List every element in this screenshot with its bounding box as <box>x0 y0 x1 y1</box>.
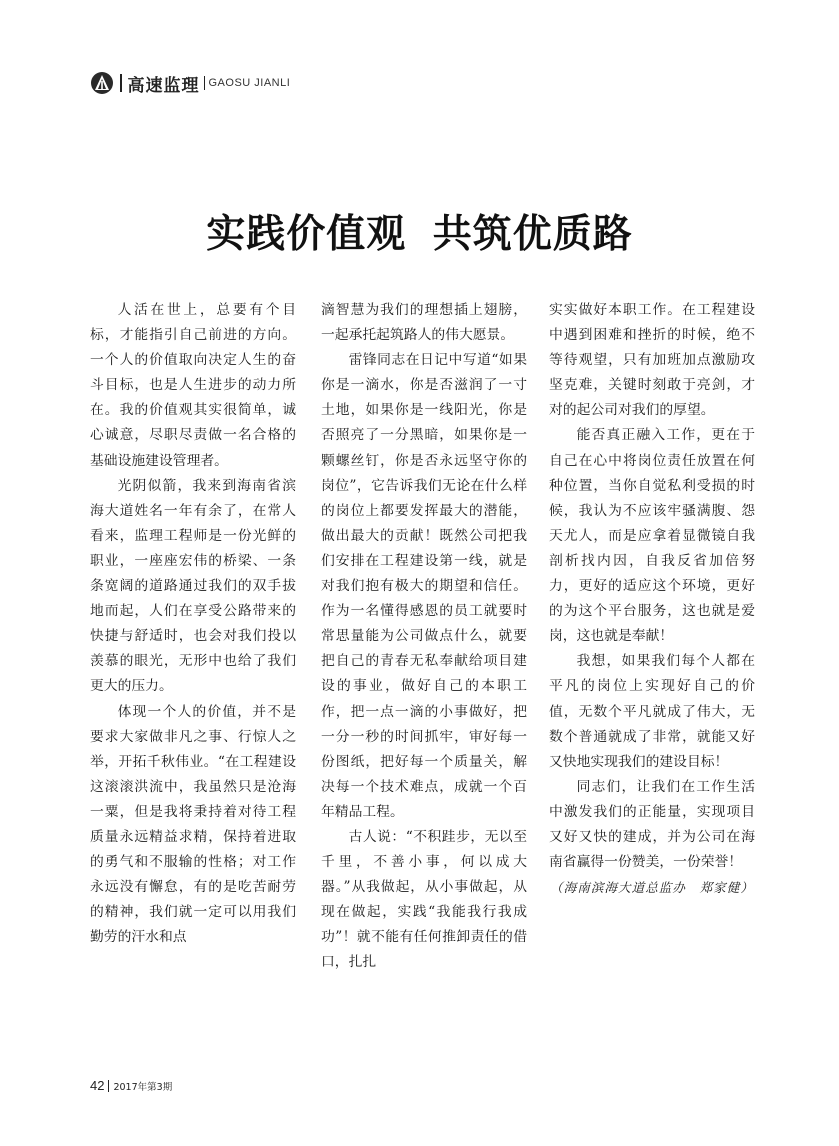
paragraph: 我想，如果我们每个人都在平凡的岗位上实现好自己的价值，无数个平凡就成了伟大，无数个普通就成了非常，就能又好又快地实现我们的建设目标！ <box>549 653 755 770</box>
paragraph: 古人说：“不积跬步，无以至千里，不善小事，何以成大器。”从我做起，从小事做起，从现在做起，实践“我能我行我成功”！就不能有任何推卸责任的借口，扎扎 <box>321 828 527 971</box>
header-divider <box>204 76 205 90</box>
paragraph: 体现一个人的价值，并不是要求大家做非凡之事、行惊人之举，开拓千秋伟业。“在工程建设这滚滚洪流中，我虽然只是沧海一粟，但是我将秉持着对待工程质量永远精益求精，保持着进取的勇气和不服输的性格；对工作永远没有懈怠，有的是吃苦耐劳的精神，我们就一定可以用我们勤劳的汗水和点 <box>90 703 296 946</box>
magazine-subtitle: GAOSU JIANLI <box>208 77 291 89</box>
page-number: 42 <box>90 1078 105 1093</box>
page-footer <box>90 1078 172 1093</box>
article-title: 实践价值观 共筑优质路 <box>206 212 633 257</box>
text-column-1 <box>90 298 296 950</box>
paragraph-continued: 实实做好本职工作。在工程建设中遇到困难和挫折的时候，绝不等待观望，只有加班加点激励攻坚克难，关键时刻敢于亮剑，才对的起公司对我们的厚望。 <box>549 302 755 419</box>
footer-divider <box>108 1080 109 1092</box>
paragraph: 光阴似箭，我来到海南省滨海大道姓名一年有余了，在常人看来，监理工程师是一份光鲜的职业，一座座宏伟的桥梁、一条条宽阔的道路通过我们的双手拔地而起，人们在享受公路带来的快捷与舒适时，也会对我们投以羡慕的眼光，无形中也给了我们更大的压力。 <box>90 477 296 695</box>
text-column-3 <box>549 298 755 900</box>
magazine-header <box>90 70 290 96</box>
header-divider <box>120 74 122 92</box>
issue-label: 2017年第3期 <box>113 1081 173 1093</box>
magazine-title: 高速监理 <box>127 75 200 96</box>
paragraph-continued: 滴智慧为我们的理想插上翅膀，一起承托起筑路人的伟大愿景。 <box>321 302 527 344</box>
paragraph: 同志们，让我们在工作生活中激发我们的正能量，实现项目又好又快的建成，并为公司在海南省赢得一份赞美，一份荣誉！ <box>549 778 755 871</box>
author-signature: （海南滨海大道总监办 郑家健） <box>550 880 754 896</box>
paragraph: 雷锋同志在日记中写道“如果你是一滴水，你是否滋润了一寸土地，如果你是一线阳光，你是否照亮了一分黑暗，如果你是一颗螺丝钉，你是否永远坚守你的岗位”，它告诉我们无论在什么样的岗位上都要发挥最大的潜能，做出最大的贡献！既然公司把我们安排在工程建设第一线，就是对我们抱有极大的期望和信任。作为一名懂得感恩的员工就要时常思量能为公司做点什么，就要把自己的青春无私奉献给项目建设的事业，做好自己的本职工作，把一点一滴的小事做好，把一分一秒的时间抓牢，审好每一份图纸，把好每一个质量关，解决每一个技术难点，成就一个百年精品工程。 <box>321 352 527 820</box>
text-column-2 <box>321 298 527 976</box>
paragraph: 能否真正融入工作，更在于自己在心中将岗位责任放置在何种位置，当你自觉私利受损的时候，我认为不应该牢骚满腹、怨天尤人，而是应拿着显微镜自我剖析找内因，自我反省加倍努力，更好的适应这个环境，更好的为这个平台服务，这也就是爱岗，这也就是奉献！ <box>549 427 755 645</box>
road-emblem-icon <box>90 71 114 95</box>
paragraph: 人活在世上，总要有个目标，才能指引自己前进的方向。一个人的价值取向决定人生的奋斗目标，也是人生进步的动力所在。我的价值观其实很简单，诚心诚意，尽职尽责做一名合格的基础设施建设管理者。 <box>90 302 296 469</box>
